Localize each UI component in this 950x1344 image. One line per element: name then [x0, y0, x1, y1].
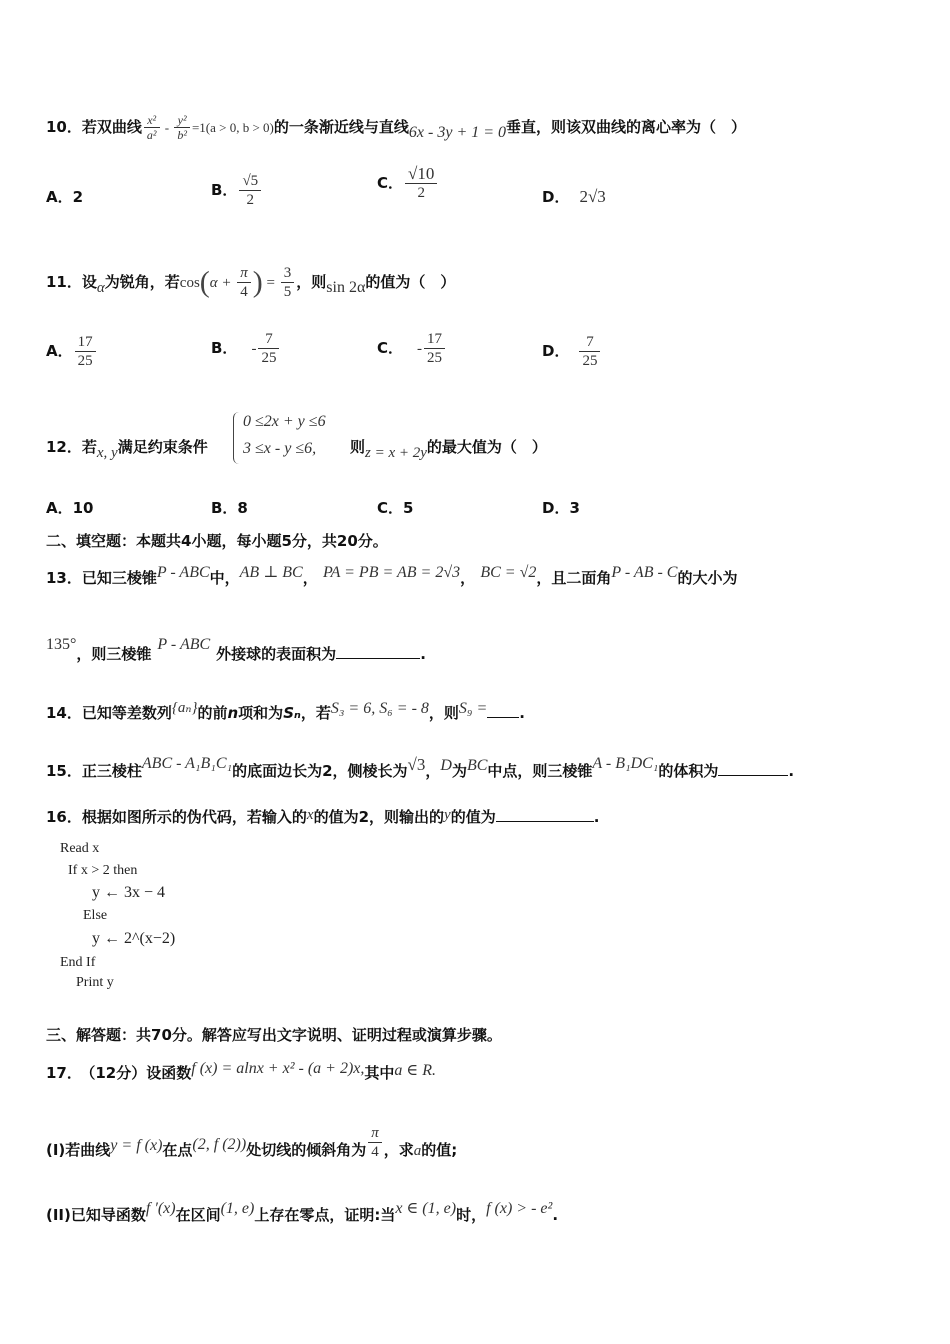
q12-option-a: A．10 — [46, 499, 94, 517]
q14-stem: 14．已知等差数列{aₙ}的前n项和为Sₙ，若S₃ = 6, S₆ = - 8，则S₉ = . — [46, 700, 525, 722]
section-heading-fill-in: 二、填空题：本题共4小题，每小题5分，共20分。 — [46, 532, 388, 550]
q11-stem: 11．设α为锐角，若cos(α + $\frac{\pi}{4}$ ) = $\frac{3}{5}$ ，则sin 2α的值为（ ） — [46, 265, 456, 300]
q15-stem: 15．正三棱柱ABC - A₁B₁C₁的底面边长为2，侧棱长为√3，D为BC中点，则三棱锥A - B₁DC₁的体积为 . — [46, 755, 795, 780]
code-line-4: Else — [83, 908, 108, 923]
q11-option-b: B． - $\frac{7}{25}$ — [211, 330, 281, 367]
q10-option-b: B． $\frac{√5}{2}$ — [211, 172, 263, 209]
q10-option-a: A．2 — [46, 188, 84, 206]
q11-option-a: A． $\frac{17}{25}$ — [46, 333, 98, 370]
q12-stem-tail: 则z = x + 2y的最大值为（ ） — [350, 438, 547, 461]
hyperbola-condition: =1(a > 0, b > 0) — [191, 120, 274, 135]
code-line-7: Print y — [76, 975, 114, 990]
code-line-6: End If — [60, 955, 96, 970]
code-line-2: If x > 2 then — [68, 863, 138, 878]
q16-answer-blank[interactable] — [496, 807, 594, 822]
q17-part1: (I)若曲线y = f (x)在点(2, f (2))处切线的倾斜角为 $\frac{\pi}{4}$ ，求a的值; — [46, 1125, 458, 1160]
constraint-brace — [233, 412, 240, 464]
section-heading-solutions: 三、解答题：共70分。解答应写出文字说明、证明过程或演算步骤。 — [46, 1026, 502, 1044]
q11-option-d: D． $\frac{7}{25}$ — [542, 333, 602, 370]
q15-answer-blank[interactable] — [718, 761, 788, 776]
q10-option-b-value: $\frac{√5}{2}$ — [239, 172, 261, 209]
q14-answer-blank[interactable] — [487, 703, 519, 718]
q10-option-d: D． 2√3 — [542, 187, 606, 206]
q13-answer-blank[interactable] — [336, 644, 420, 659]
q12-option-b: B．8 — [211, 499, 248, 517]
constraint-2: 3 ≤x - y ≤6, — [243, 440, 317, 457]
q16-stem: 16．根据如图所示的伪代码，若输入的x的值为2，则输出的y的值为 . — [46, 807, 600, 826]
q10-number: 10． — [46, 118, 82, 136]
function-definition: f (x) = alnx + x² - (a + 2)x, — [191, 1060, 365, 1077]
code-line-3: y ← 3x − 4 — [92, 884, 166, 901]
q12-option-c: C．5 — [377, 499, 414, 517]
code-line-1: Read x — [60, 841, 100, 856]
q13-stem-line2: 135°，则三棱锥P - ABC外接球的表面积为 . — [46, 636, 426, 663]
q10-stem: 10．若双曲线 $\frac{\text{x²}}{\text{a²}}$ - $\frac{\text{y²}}{\text{b²}}$ =1(a > 0, b > 0)的一条渐近线与直线6x - 3y + 1 = 0垂直，则该双曲线的离心率为（ ） — [46, 113, 747, 142]
q12-option-d: D．3 — [542, 499, 580, 517]
objective-function: z = x + 2y — [365, 445, 427, 461]
q12-stem: 12．若x, y满足约束条件 — [46, 438, 208, 461]
hyperbola-y-term: $\frac{\text{y²}}{\text{b²}}$ — [174, 113, 190, 142]
q10-option-c-value: $\frac{√10}{2}$ — [405, 165, 437, 202]
q10-option-c: C． $\frac{√10}{2}$ — [377, 165, 439, 202]
target-expression: sin 2α — [326, 279, 366, 296]
constraint-1: 0 ≤2x + y ≤6 — [243, 413, 326, 430]
line-equation: 6x - 3y + 1 = 0 — [408, 124, 507, 141]
q17-part2: (II)已知导函数f ′(x)在区间(1, e)上存在零点，证明:当x ∈ (1, e)时，f (x) > - e². — [46, 1200, 559, 1224]
q13-stem: 13．已知三棱锥P - ABC中，AB ⊥ BC， PA = PB = AB = 2√3， BC = √2，且二面角P - AB - C的大小为 — [46, 564, 738, 587]
hyperbola-x-term: $\frac{\text{x²}}{\text{a²}}$ — [144, 113, 160, 142]
q17-stem: 17． （12分）设函数f (x) = alnx + x² - (a + 2)x,其中a ∈ R. — [46, 1060, 437, 1082]
code-line-5: y ← 2^(x−2) — [92, 930, 176, 947]
q11-option-c: C． - $\frac{17}{25}$ — [377, 330, 447, 367]
